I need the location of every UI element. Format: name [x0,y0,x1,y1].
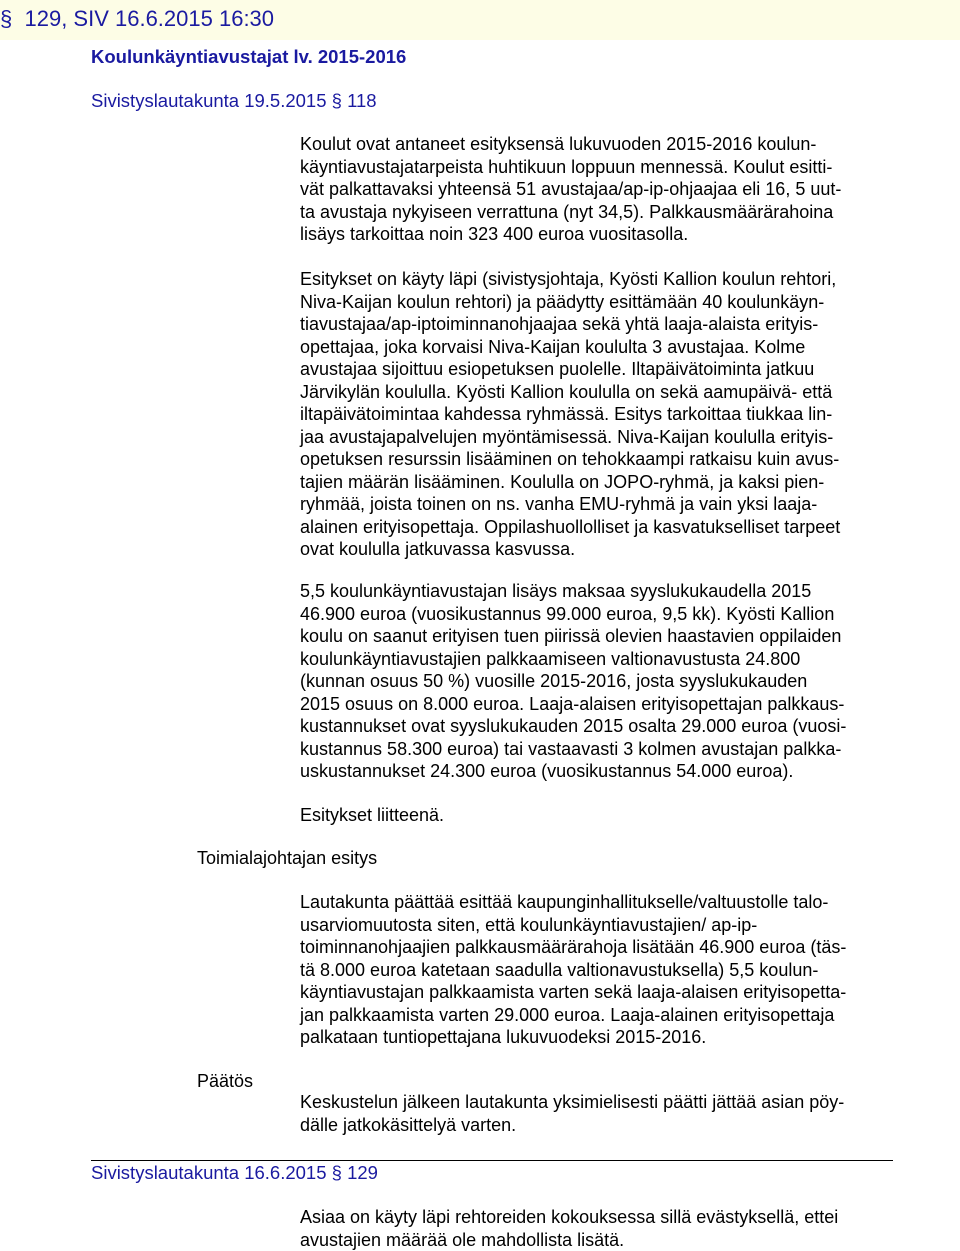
footer-meeting-reference: Sivistyslautakunta 16.6.2015 § 129 [91,1162,378,1183]
section-header-bar [0,0,960,40]
section-subtitle: Koulunkäyntiavustajat lv. 2015-2016 [91,46,407,67]
section-header-text: 129, SIV 16.6.2015 16:30 [24,6,275,31]
label-director-proposal: Toimialajohtajan esitys [197,848,378,868]
paragraph-review: Esitykset on käyty läpi (sivistysjohtaja, Kyösti Kallion koulun rehtori, Niva-Kaijan koulun rehtori) ja päädytty esittämään 40 koulunkäyn- tiavustajaa/ap-iptoiminnanohjaajaa sekä yhtä laaja-alaista erityis- opettajaa, joka korvaisi Niva-Kaijan koululta 3 avustajaa. Kolme avustajaa sijoittuu esiopetuksen puolelle. Iltapäivätoiminta jatkuu Järvikylän koululla. Kyösti Kallion koululla on sekä aamupäivä- että iltapäivätoimintaa kahdessa ryhmässä. Esitys tarkoittaa tiukkaa lin- jaa avustajapalvelujen myöntämisessä. Niva-Kaijan koululla erityis- opetuksen resurssin lisääminen on tehokkaampi ratkaisu kuin avus- tajien määrän lisääminen. Koululla on JOPO-ryhmä, ja kaksi pien- ryhmää, joista toinen on ns. vanha EMU-ryhmä ja vain yksi laaja- alainen erityisopettaja. Oppilashuollolliset ja kasvatukselliset tarpeet ovat koululla jatkuvassa kasvussa. [300,269,841,559]
paragraph-decision: Keskustelun jälkeen lautakunta yksimielisesti päätti jättää asian pöy- dälle jatkokäsittelyä varten. [300,1092,845,1135]
section-mark: § [0,6,13,31]
horizontal-divider [91,1160,893,1161]
paragraph-costs: 5,5 koulunkäyntiavustajan lisäys maksaa syyslukukaudella 2015 46.900 euroa (vuosikustannus 99.000 euroa, 9,5 kk). Kyösti Kallion koulu on saanut erityisen tuen piirissä olevien haastavien oppilaiden koulunkäyntiavustajien palkkaamiseen valtionavustusta 24.800 (kunnan osuus 50 %) vuosille 2015-2016, josta syyslukukauden 2015 osuus on 8.000 euroa. Laaja-alaisen erityisopettajan palkkaus- kustannukset ovat syyslukukauden 2015 osalta 29.000 euroa (vuosi- kustannus 58.300 euroa) tai vastaavasti 3 kolmen avustajan palkka- uskustannukset 24.300 euroa (vuosikustannus 54.000 euroa). [300,581,847,781]
meeting-reference: Sivistyslautakunta 19.5.2015 § 118 [91,90,377,111]
paragraph-school-requests: Koulut ovat antaneet esityksensä lukuvuoden 2015-2016 koulun- käyntiavustajatarpeista huhtikuun loppuun mennessä. Koulut esitti- vät palkattavaksi yhteensä 51 avustajaa/ap-ip-ohjaajaa eli 16, 5 uut- ta avustaja nykyiseen verrattuna (nyt 34,5). Palkkausmäärärahoina lisäys tarkoittaa noin 323 400 euroa vuositasolla. [300,134,842,244]
paragraph-proposal: Lautakunta päättää esittää kaupunginhallitukselle/valtuustolle talo- usarviomuutosta siten, että koulunkäyntiavustajien/ ap-ip- toiminnanohjaajien palkkausmäärärahoja lisätään 46.900 euroa (täs- tä 8.000 euroa katetaan saadulla valtionavustuksella) 5,5 koulun- käyntiavustajan palkkaamista varten sekä laaja-alaisen erityisopetta- jan palkkaamista varten 29.000 euroa. Laaja-alainen erityisopettaja palkataan tuntiopettajana lukuvuodeksi 2015-2016. [300,892,847,1047]
label-decision: Päätös [197,1071,254,1091]
paragraph-follow-up: Asiaa on käyty läpi rehtoreiden kokouksessa sillä evästyksellä, ettei avustajien määrää ole mahdollista lisätä. [300,1207,839,1250]
section-header [0,6,274,32]
paragraph-attachments: Esitykset liitteenä. [300,805,445,825]
